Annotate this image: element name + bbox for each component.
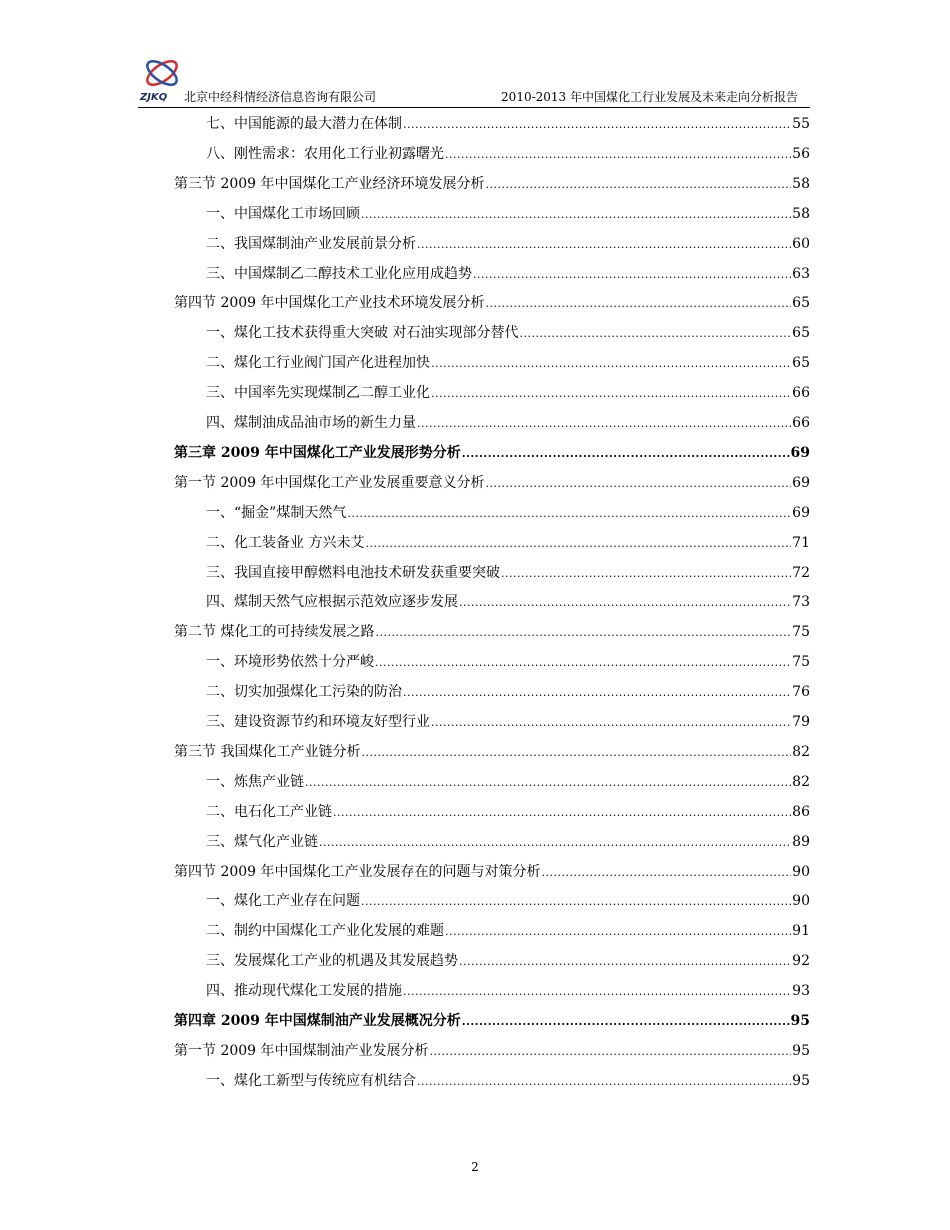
toc-dot-leader xyxy=(431,355,791,373)
toc-entry[interactable] xyxy=(206,413,810,433)
toc-entry-page: 89 xyxy=(792,833,810,850)
toc-entry-title: 第四章 2009 年中国煤制油产业发展概况分析 xyxy=(174,1013,461,1029)
toc-entry-page: 75 xyxy=(792,654,810,671)
toc-dot-leader xyxy=(403,684,791,702)
toc-entry-page: 92 xyxy=(792,953,810,970)
toc-entry-page: 58 xyxy=(792,205,810,222)
toc-entry-page: 76 xyxy=(792,684,810,701)
toc-entry[interactable] xyxy=(206,891,810,911)
toc-dot-leader xyxy=(347,505,791,523)
toc-entry-page: 95 xyxy=(792,1072,810,1089)
toc-entry[interactable] xyxy=(206,682,810,702)
toc-entry[interactable] xyxy=(206,712,810,732)
toc-dot-leader xyxy=(375,654,791,672)
toc-dot-leader xyxy=(403,116,791,134)
toc-dot-leader xyxy=(305,774,791,792)
toc-dot-leader xyxy=(361,206,791,224)
toc-entry[interactable] xyxy=(206,114,810,134)
logo-text: ZJKQ xyxy=(140,92,168,103)
toc-entry-title: 二、我国煤制油产业发展前景分析 xyxy=(206,235,416,252)
toc-entry-page: 63 xyxy=(792,265,810,282)
toc-entry[interactable] xyxy=(206,144,810,164)
report-title: 2010-2013 年中国煤化工行业发展及未来走向分析报告 xyxy=(501,90,798,104)
toc-entry[interactable] xyxy=(206,353,810,373)
toc-entry-title: 第一节 2009 年中国煤化工产业发展重要意义分析 xyxy=(174,474,485,491)
toc-dot-leader xyxy=(431,385,791,403)
page-number: 2 xyxy=(471,1160,479,1174)
toc-entry[interactable] xyxy=(206,772,810,792)
toc-entry[interactable] xyxy=(206,383,810,403)
toc-entry[interactable] xyxy=(174,1011,810,1031)
toc-entry-page: 93 xyxy=(792,983,810,1000)
toc-entry-page: 69 xyxy=(792,504,810,521)
toc-entry[interactable] xyxy=(206,981,810,1001)
toc-entry-page: 86 xyxy=(792,803,810,820)
toc-entry[interactable] xyxy=(174,622,810,642)
toc-entry-title: 第二节 煤化工的可持续发展之路 xyxy=(174,624,375,641)
toc-entry-page: 95 xyxy=(790,1013,810,1029)
toc-entry-page: 55 xyxy=(792,116,810,132)
toc-entry-page: 65 xyxy=(792,355,810,372)
toc-dot-leader xyxy=(445,146,791,164)
toc-dot-leader xyxy=(473,266,791,284)
toc-entry-title: 三、我国直接甲醇燃料电池技术研发获重要突破 xyxy=(206,564,500,581)
toc-dot-leader xyxy=(501,565,791,583)
toc-entry-title: 三、中国煤制乙二醇技术工业化应用成趋势 xyxy=(206,265,472,282)
toc-entry-title: 三、中国率先实现煤制乙二醇工业化 xyxy=(206,385,430,402)
toc-entry[interactable] xyxy=(206,323,810,343)
toc-entry-title: 一、炼焦产业链 xyxy=(206,773,304,790)
toc-entry[interactable] xyxy=(206,563,810,583)
toc-entry-page: 58 xyxy=(792,175,810,192)
toc-entry-page: 56 xyxy=(792,145,810,162)
toc-entry-title: 四、推动现代煤化工发展的措施 xyxy=(206,983,402,1000)
toc-entry-title: 八、刚性需求：农用化工行业初露曙光 xyxy=(206,145,444,162)
toc-entry-title: 三、发展煤化工产业的机遇及其发展趋势 xyxy=(206,953,458,970)
toc-entry[interactable] xyxy=(174,862,810,882)
toc-entry[interactable] xyxy=(174,742,810,762)
toc-entry-title: 第三节 我国煤化工产业链分析 xyxy=(174,743,361,760)
toc-entry-title: 四、煤制天然气应根据示范效应逐步发展 xyxy=(206,594,458,611)
toc-entry-page: 66 xyxy=(792,385,810,402)
toc-dot-leader xyxy=(431,714,791,732)
toc-dot-leader xyxy=(462,445,790,463)
toc-dot-leader xyxy=(333,804,791,822)
toc-entry-page: 65 xyxy=(792,325,810,342)
toc-entry-title: 一、煤化工新型与传统应有机结合 xyxy=(206,1072,416,1089)
toc-entry-page: 60 xyxy=(792,235,810,252)
toc-entry-title: 一、煤化工技术获得重大突破 对石油实现部分替代 xyxy=(206,325,519,342)
toc-entry[interactable] xyxy=(206,503,810,523)
toc-entry-title: 第三章 2009 年中国煤化工产业发展形势分析 xyxy=(174,444,461,461)
toc-entry-page: 79 xyxy=(792,714,810,730)
toc-entry-title: 四、煤制油成品油市场的新生力量 xyxy=(206,415,416,431)
toc-dot-leader xyxy=(417,415,791,433)
toc-dot-leader xyxy=(462,1013,790,1031)
toc-entry-page: 90 xyxy=(792,893,810,910)
toc-entry[interactable] xyxy=(206,264,810,284)
toc-entry-title: 三、煤气化产业链 xyxy=(206,833,318,850)
toc-dot-leader xyxy=(430,1043,792,1061)
toc-entry-page: 91 xyxy=(792,923,810,940)
toc-dot-leader xyxy=(403,983,791,1001)
toc-entry[interactable] xyxy=(206,802,810,822)
toc-entry-title: 三、建设资源节约和环境友好型行业 xyxy=(206,714,430,730)
toc-entry-page: 72 xyxy=(792,564,810,581)
toc-entry[interactable] xyxy=(206,652,810,672)
toc-entry-page: 90 xyxy=(792,863,810,880)
toc-dot-leader xyxy=(365,535,791,553)
toc-entry[interactable] xyxy=(174,443,810,463)
toc-dot-leader xyxy=(519,325,791,343)
toc-dot-leader xyxy=(361,744,791,762)
toc-dot-leader xyxy=(417,236,791,254)
page-header xyxy=(138,55,810,108)
toc-dot-leader xyxy=(375,624,791,642)
toc-entry-page: 75 xyxy=(792,624,810,641)
toc-entry-page: 69 xyxy=(790,444,810,461)
toc-dot-leader xyxy=(445,923,791,941)
toc-entry-page: 69 xyxy=(792,474,810,491)
company-name: 北京中经科情经济信息咨询有限公司 xyxy=(184,90,377,104)
toc-entry-title: 二、制约中国煤化工产业化发展的难题 xyxy=(206,923,444,940)
toc-entry[interactable] xyxy=(206,951,810,971)
toc-dot-leader xyxy=(459,953,791,971)
toc-entry-title: 第三节 2009 年中国煤化工产业经济环境发展分析 xyxy=(174,175,485,192)
toc-entry-page: 65 xyxy=(792,295,810,312)
toc-entry-page: 71 xyxy=(792,534,810,551)
toc-entry-page: 73 xyxy=(792,594,810,611)
toc-entry[interactable] xyxy=(174,1041,810,1061)
toc-dot-leader xyxy=(459,594,791,612)
toc-entry[interactable] xyxy=(206,1071,810,1091)
toc-entry[interactable] xyxy=(206,592,810,612)
toc-entry-title: 二、化工装备业 方兴未艾 xyxy=(206,534,365,551)
toc-entry-title: 二、电石化工产业链 xyxy=(206,803,332,820)
toc-dot-leader xyxy=(361,893,791,911)
toc-entry-title: 第四节 2009 年中国煤化工产业发展存在的问题与对策分析 xyxy=(174,863,541,880)
toc-entry-title: 一、中国煤化工市场回顾 xyxy=(206,205,360,222)
toc-dot-leader xyxy=(417,1073,791,1091)
toc-entry-page: 95 xyxy=(792,1042,810,1059)
toc-dot-leader xyxy=(486,295,792,313)
toc-entry[interactable] xyxy=(174,473,810,493)
zjkq-logo-icon xyxy=(138,55,182,103)
toc-entry[interactable] xyxy=(174,174,810,194)
toc-dot-leader xyxy=(542,864,792,882)
toc-entry-title: 一、环境形势依然十分严峻 xyxy=(206,654,374,671)
toc-dot-leader xyxy=(319,834,791,852)
toc-dot-leader xyxy=(486,176,792,194)
toc-entry-title: 第四节 2009 年中国煤化工产业技术环境发展分析 xyxy=(174,295,485,312)
toc-entry[interactable] xyxy=(206,921,810,941)
toc-entry-title: 七、中国能源的最大潜力在体制 xyxy=(206,116,402,132)
toc-entry-page: 82 xyxy=(792,773,810,790)
toc-entry[interactable] xyxy=(206,533,810,553)
toc-entry-title: 一、“掘金”煤制天然气 xyxy=(206,504,347,521)
toc-entry-page: 66 xyxy=(792,415,810,431)
toc-entry-title: 二、煤化工行业阀门国产化进程加快 xyxy=(206,355,430,372)
toc-entry-title: 第一节 2009 年中国煤制油产业发展分析 xyxy=(174,1042,429,1059)
toc-entry-title: 二、切实加强煤化工污染的防治 xyxy=(206,684,402,701)
toc-entry[interactable] xyxy=(206,204,810,224)
toc-entry[interactable] xyxy=(174,293,810,313)
toc-entry[interactable] xyxy=(206,832,810,852)
toc-entry-title: 一、煤化工产业存在问题 xyxy=(206,893,360,910)
company-logo xyxy=(138,55,182,103)
toc-entry[interactable] xyxy=(206,234,810,254)
toc-entry-page: 82 xyxy=(792,743,810,760)
toc-dot-leader xyxy=(486,475,792,493)
